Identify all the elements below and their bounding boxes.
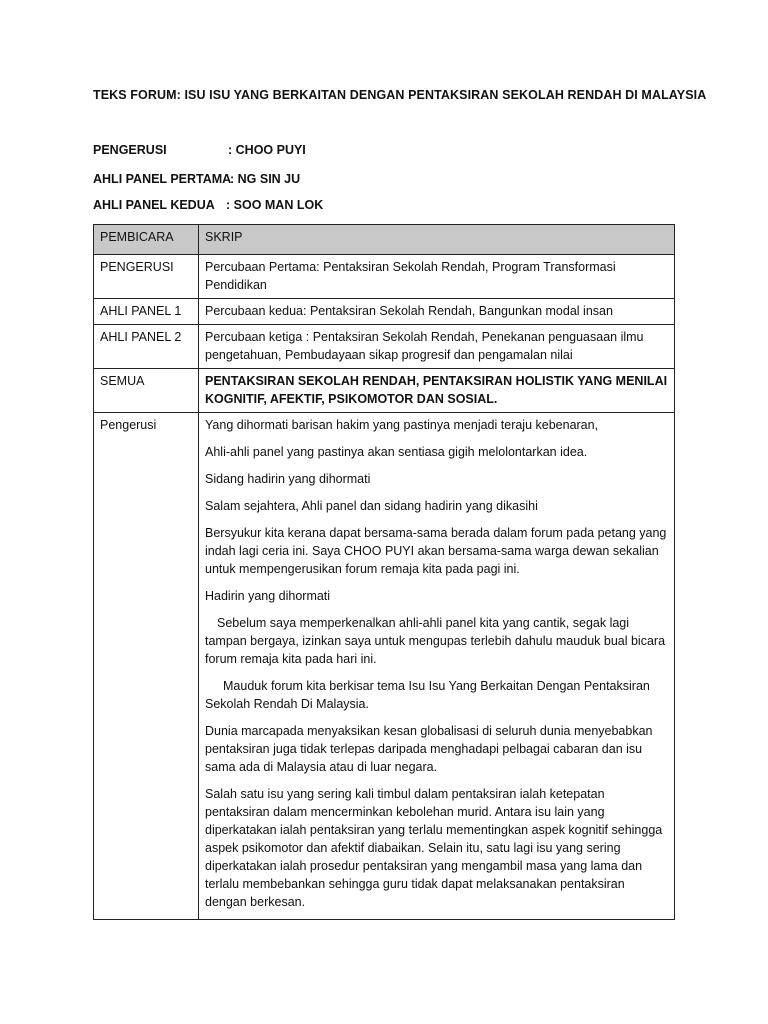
table-row	[94, 369, 675, 413]
speech-paragraph: Sidang hadirin yang dihormati	[205, 472, 371, 486]
script-cell: Percubaan ketiga : Pentaksiran Sekolah Rendah, Penekanan penguasaan ilmu pengetahuan, Pembudayaan sikap progresif dan pengamalan nilai	[199, 325, 675, 369]
meta-panel-2	[93, 198, 324, 212]
table-header-row	[94, 225, 675, 255]
speaker-cell: AHLI PANEL 2	[94, 325, 199, 369]
table-row	[94, 413, 675, 920]
speaker-cell: Pengerusi	[94, 413, 199, 920]
meta-chairperson	[93, 143, 306, 157]
speaker-cell: AHLI PANEL 1	[94, 299, 199, 325]
speech-paragraph: Salah satu isu yang sering kali timbul dalam pentaksiran ialah ketepatan pentaksiran dalam mencerminkan kebolehan murid. Antara isu lain yang diperkatakan ialah pentaksiran yang terlalu mementingkan aspek kognitif sehingga aspek psikomotor dan afektif diabaikan. Selain itu, satu lagi isu yang sering diperkatakan ialah prosedur pentaksiran yang mengambil masa yang lama dan terlalu membebankan sehingga guru tidak dapat melaksanakan pentaksiran dengan berkesan.	[205, 787, 663, 909]
meta-panel-1	[93, 172, 301, 186]
speech-paragraph: Salam sejahtera, Ahli panel dan sidang hadirin yang dikasihi	[205, 499, 538, 513]
speech-paragraph: Dunia marcapada menyaksikan kesan globalisasi di seluruh dunia menyebabkan pentaksiran juga tidak terlepas daripada menghadapi pelbagai cabaran dan isu sama ada di Malaysia atau di luar negara.	[205, 724, 653, 774]
table-row	[94, 299, 675, 325]
script-cell: Percubaan Pertama: Pentaksiran Sekolah Rendah, Program Transformasi Pendidikan	[199, 255, 675, 299]
speech-paragraph: Mauduk forum kita berkisar tema Isu Isu Yang Berkaitan Dengan Pentaksiran Sekolah Rendah Di Malaysia.	[205, 679, 650, 711]
meta-label: PENGERUSI	[93, 143, 167, 157]
meta-label: AHLI PANEL PERTAMA	[93, 172, 232, 186]
meta-value: : NG SIN JU	[230, 172, 301, 186]
speech-cell	[199, 413, 675, 920]
speech-paragraph: Sebelum saya memperkenalkan ahli-ahli panel kita yang cantik, segak lagi tampan bergaya, izinkan saya untuk mengupas terlebih dahulu mauduk bual bicara forum remaja kita pada hari ini.	[205, 616, 666, 666]
script-cell: PENTAKSIRAN SEKOLAH RENDAH, PENTAKSIRAN HOLISTIK YANG MENILAI KOGNITIF, AFEKTIF, PSIKOMOTOR DAN SOSIAL.	[199, 369, 675, 413]
document-title: TEKS FORUM: ISU ISU YANG BERKAITAN DENGAN PENTAKSIRAN SEKOLAH RENDAH DI MALAYSIA	[93, 88, 707, 102]
meta-label: AHLI PANEL KEDUA	[93, 198, 215, 212]
header-speaker: PEMBICARA	[94, 225, 199, 255]
header-script: SKRIP	[199, 225, 675, 255]
meta-value: : CHOO PUYI	[228, 143, 306, 157]
speech-paragraph: Hadirin yang dihormati	[205, 589, 331, 603]
speaker-cell: PENGERUSI	[94, 255, 199, 299]
speaker-cell: SEMUA	[94, 369, 199, 413]
speech-paragraph: Yang dihormati barisan hakim yang pastinya menjadi teraju kebenaran,	[205, 418, 599, 432]
speech-paragraph: Ahli-ahli panel yang pastinya akan sentiasa gigih melolontarkan idea.	[205, 445, 588, 459]
meta-value: : SOO MAN LOK	[226, 198, 324, 212]
script-cell: Percubaan kedua: Pentaksiran Sekolah Rendah, Bangunkan modal insan	[199, 299, 675, 325]
speech-paragraph: Bersyukur kita kerana dapat bersama-sama berada dalam forum pada petang yang indah lagi ceria ini. Saya CHOO PUYI akan bersama-sama warga dewan sekalian untuk mempengerusikan forum remaja kita pada pagi ini.	[205, 526, 667, 576]
table-row	[94, 325, 675, 369]
script-table	[93, 224, 675, 920]
table-row	[94, 255, 675, 299]
